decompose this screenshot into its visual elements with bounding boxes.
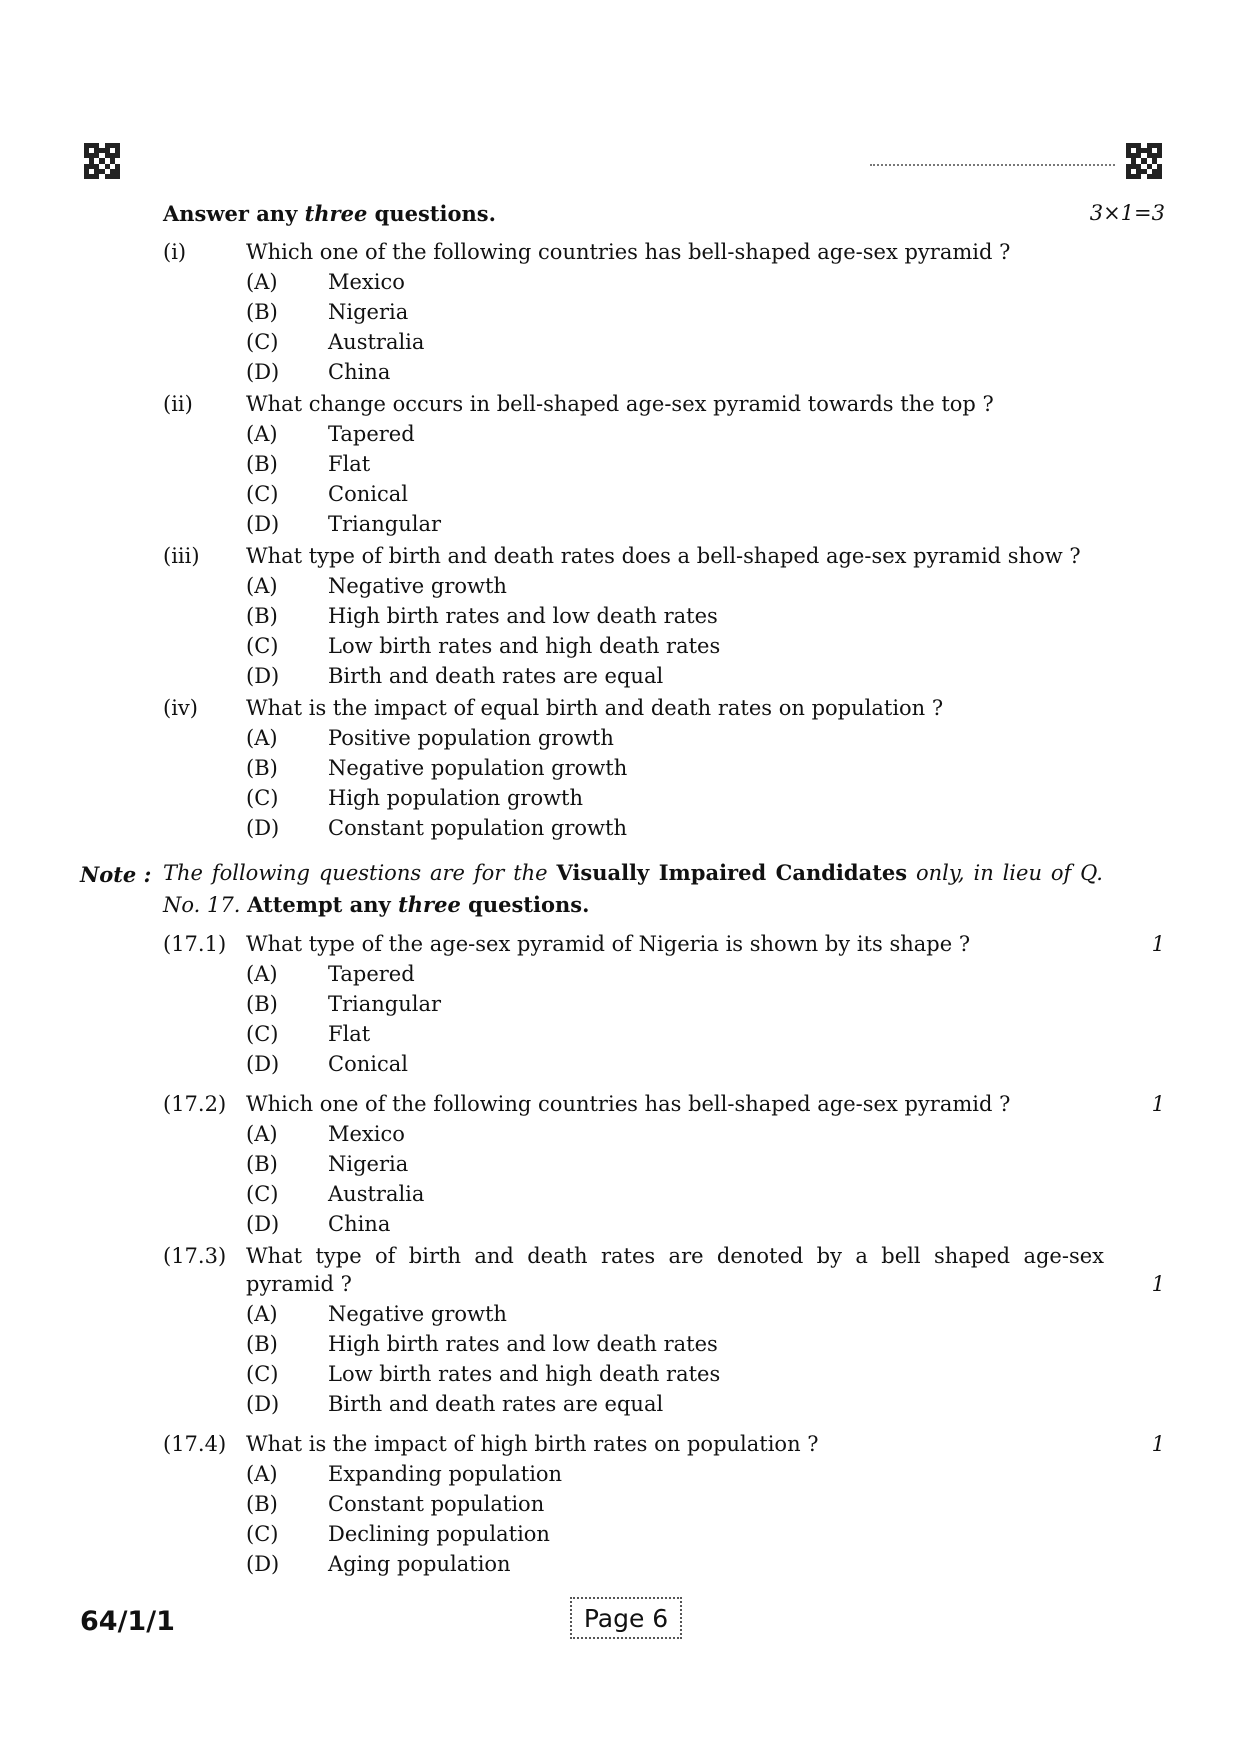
question-text: What type of birth and death rates does a bell-shaped age-sex pyramid show ? [246,544,1081,568]
note-part: Attempt any [247,892,399,917]
page-number: Page 6 [570,1597,682,1639]
header-dotted-line [870,164,1115,166]
question-number: (i) [163,240,187,264]
option-letter: (D) [246,664,280,688]
option-text: Nigeria [328,300,409,324]
note-emph: Visually Impaired Candidates [556,860,908,885]
section-instruction [163,203,496,224]
option-letter: (D) [246,816,280,840]
question-text: Which one of the following countries has bell-shaped age-sex pyramid ? [246,1092,1011,1116]
option-letter: (A) [246,422,278,446]
question-marks: 1 [1151,1272,1165,1296]
option-text: Triangular [328,992,442,1016]
question-text: What is the impact of equal birth and death rates on population ? [246,696,944,720]
option-letter: (A) [246,1302,278,1326]
option-text: Conical [328,1052,408,1076]
option-letter: (D) [246,512,280,536]
question-text: What type of birth and death rates are denoted by a bell shaped age-sex [246,1244,1104,1268]
note-label: Note : [80,862,152,887]
option-letter: (B) [246,1152,278,1176]
option-letter: (C) [246,1182,279,1206]
option-letter: (B) [246,992,278,1016]
question-number: (ii) [163,392,193,416]
option-text: Mexico [328,270,405,294]
qr-code-left-icon [84,143,120,179]
option-text: Australia [328,330,425,354]
option-letter: (A) [246,962,278,986]
option-text: Negative population growth [328,756,628,780]
option-letter: (C) [246,1022,279,1046]
option-letter: (B) [246,452,278,476]
question-number: (iv) [163,696,198,720]
option-text: Triangular [328,512,442,536]
option-text: Conical [328,482,408,506]
option-text: Mexico [328,1122,405,1146]
option-text: High birth rates and low death rates [328,604,718,628]
option-text: Flat [328,1022,371,1046]
qr-code-right-icon [1126,143,1162,179]
note-part: The following questions are for the [163,861,557,885]
option-text: High population growth [328,786,584,810]
option-letter: (D) [246,360,280,384]
question-number: (17.3) [163,1244,227,1268]
option-letter: (C) [246,330,279,354]
instruction-emph: three [304,201,368,226]
question-number: (17.2) [163,1092,227,1116]
option-letter: (A) [246,270,278,294]
option-text: Low birth rates and high death rates [328,634,721,658]
option-text: Constant population [328,1492,545,1516]
option-letter: (D) [246,1052,280,1076]
option-letter: (B) [246,756,278,780]
option-letter: (C) [246,1522,279,1546]
option-text: Expanding population [328,1462,563,1486]
option-text: Aging population [328,1552,511,1576]
option-text: Constant population growth [328,816,627,840]
option-letter: (C) [246,482,279,506]
question-text: What is the impact of high birth rates on population ? [246,1432,819,1456]
option-letter: (C) [246,786,279,810]
option-letter: (B) [246,1492,278,1516]
option-letter: (C) [246,634,279,658]
question-text: What change occurs in bell-shaped age-sex pyramid towards the top ? [246,392,994,416]
option-letter: (B) [246,604,278,628]
note-emph: three [398,892,461,917]
option-text: Negative growth [328,574,507,598]
option-letter: (C) [246,1362,279,1386]
instruction-suffix: questions. [367,201,496,226]
question-number: (17.1) [163,932,227,956]
question-marks: 1 [1151,1092,1165,1116]
option-text: Positive population growth [328,726,614,750]
question-marks: 1 [1151,1432,1165,1456]
option-letter: (A) [246,574,278,598]
option-letter: (A) [246,1462,278,1486]
option-letter: (B) [246,300,278,324]
option-letter: (D) [246,1212,280,1236]
question-text: Which one of the following countries has bell-shaped age-sex pyramid ? [246,240,1011,264]
option-text: Birth and death rates are equal [328,1392,664,1416]
option-text: China [328,1212,391,1236]
option-letter: (D) [246,1552,280,1576]
question-text: What type of the age-sex pyramid of Nigeria is shown by its shape ? [246,932,971,956]
option-letter: (D) [246,1392,280,1416]
option-text: Negative growth [328,1302,507,1326]
option-letter: (B) [246,1332,278,1356]
note-text [163,857,1103,921]
section-marks: 3×1=3 [1089,201,1165,225]
option-text: Australia [328,1182,425,1206]
option-text: Flat [328,452,371,476]
option-text: Nigeria [328,1152,409,1176]
option-text: Declining population [328,1522,550,1546]
question [0,242,1241,266]
question-text-continued: pyramid ? [246,1272,352,1296]
option-text: Tapered [328,962,415,986]
option-letter: (A) [246,726,278,750]
question-number: (17.4) [163,1432,227,1456]
paper-code: 64/1/1 [80,1606,175,1637]
option-text: Low birth rates and high death rates [328,1362,721,1386]
note-part: only, in lieu of Q. No. 17. [163,861,1103,917]
option-text: China [328,360,391,384]
instruction-prefix: Answer any [163,201,305,226]
option-text: High birth rates and low death rates [328,1332,718,1356]
note-part: questions. [460,892,590,917]
question-marks: 1 [1151,932,1165,956]
option-text: Tapered [328,422,415,446]
note-attempt [247,892,589,917]
question-number: (iii) [163,544,200,568]
option-text: Birth and death rates are equal [328,664,664,688]
option-letter: (A) [246,1122,278,1146]
